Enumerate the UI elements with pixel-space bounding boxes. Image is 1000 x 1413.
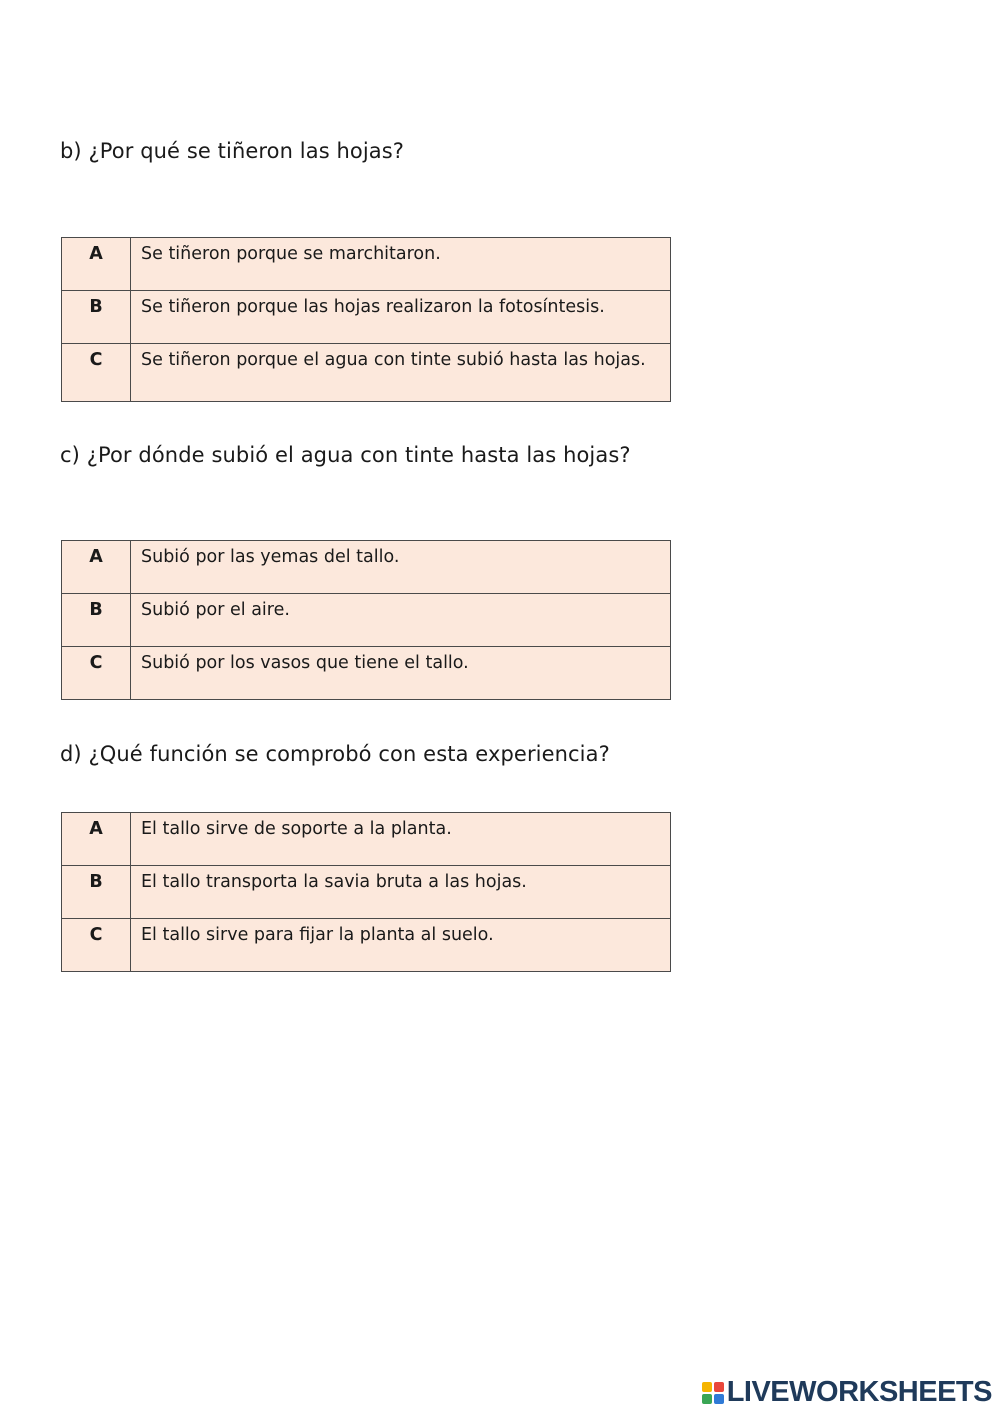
option-text[interactable]: El tallo sirve para fijar la planta al suelo. xyxy=(131,919,671,972)
option-text[interactable]: Subió por los vasos que tiene el tallo. xyxy=(131,647,671,700)
option-letter[interactable]: C xyxy=(62,344,131,402)
option-row-b-b[interactable] xyxy=(62,291,671,344)
option-row-d-a[interactable] xyxy=(62,813,671,866)
option-letter[interactable]: B xyxy=(62,866,131,919)
option-letter[interactable]: C xyxy=(62,919,131,972)
logo-square-1 xyxy=(702,1382,712,1392)
option-text[interactable]: Subió por el aire. xyxy=(131,594,671,647)
logo-square-4 xyxy=(714,1394,724,1404)
option-letter[interactable]: A xyxy=(62,813,131,866)
option-letter[interactable]: B xyxy=(62,291,131,344)
option-row-c-b[interactable] xyxy=(62,594,671,647)
option-letter[interactable]: B xyxy=(62,594,131,647)
option-row-b-c[interactable] xyxy=(62,344,671,402)
liveworksheets-watermark xyxy=(702,1378,992,1407)
option-text[interactable]: Subió por las yemas del tallo. xyxy=(131,541,671,594)
option-row-d-c[interactable] xyxy=(62,919,671,972)
option-letter[interactable]: A xyxy=(62,238,131,291)
option-row-c-a[interactable] xyxy=(62,541,671,594)
question-c-prompt: c) ¿Por dónde subió el agua con tinte hasta las hojas? xyxy=(60,443,631,467)
option-row-c-c[interactable] xyxy=(62,647,671,700)
question-c-options-table xyxy=(61,540,671,700)
option-row-d-b[interactable] xyxy=(62,866,671,919)
option-row-b-a[interactable] xyxy=(62,238,671,291)
logo-square-3 xyxy=(702,1394,712,1404)
question-b-prompt: b) ¿Por qué se tiñeron las hojas? xyxy=(60,139,405,163)
option-text[interactable]: Se tiñeron porque las hojas realizaron la fotosíntesis. xyxy=(131,291,671,344)
option-letter[interactable]: C xyxy=(62,647,131,700)
option-text[interactable]: El tallo transporta la savia bruta a las hojas. xyxy=(131,866,671,919)
liveworksheets-logo-icon xyxy=(702,1382,724,1404)
question-d-options-table xyxy=(61,812,671,972)
question-d-prompt: d) ¿Qué función se comprobó con esta experiencia? xyxy=(60,742,610,766)
logo-square-2 xyxy=(714,1382,724,1392)
option-text[interactable]: El tallo sirve de soporte a la planta. xyxy=(131,813,671,866)
watermark-text: LIVEWORKSHEETS xyxy=(726,1376,992,1408)
question-b-options-table xyxy=(61,237,671,402)
option-letter[interactable]: A xyxy=(62,541,131,594)
option-text[interactable]: Se tiñeron porque se marchitaron. xyxy=(131,238,671,291)
option-text[interactable]: Se tiñeron porque el agua con tinte subió hasta las hojas. xyxy=(131,344,671,402)
